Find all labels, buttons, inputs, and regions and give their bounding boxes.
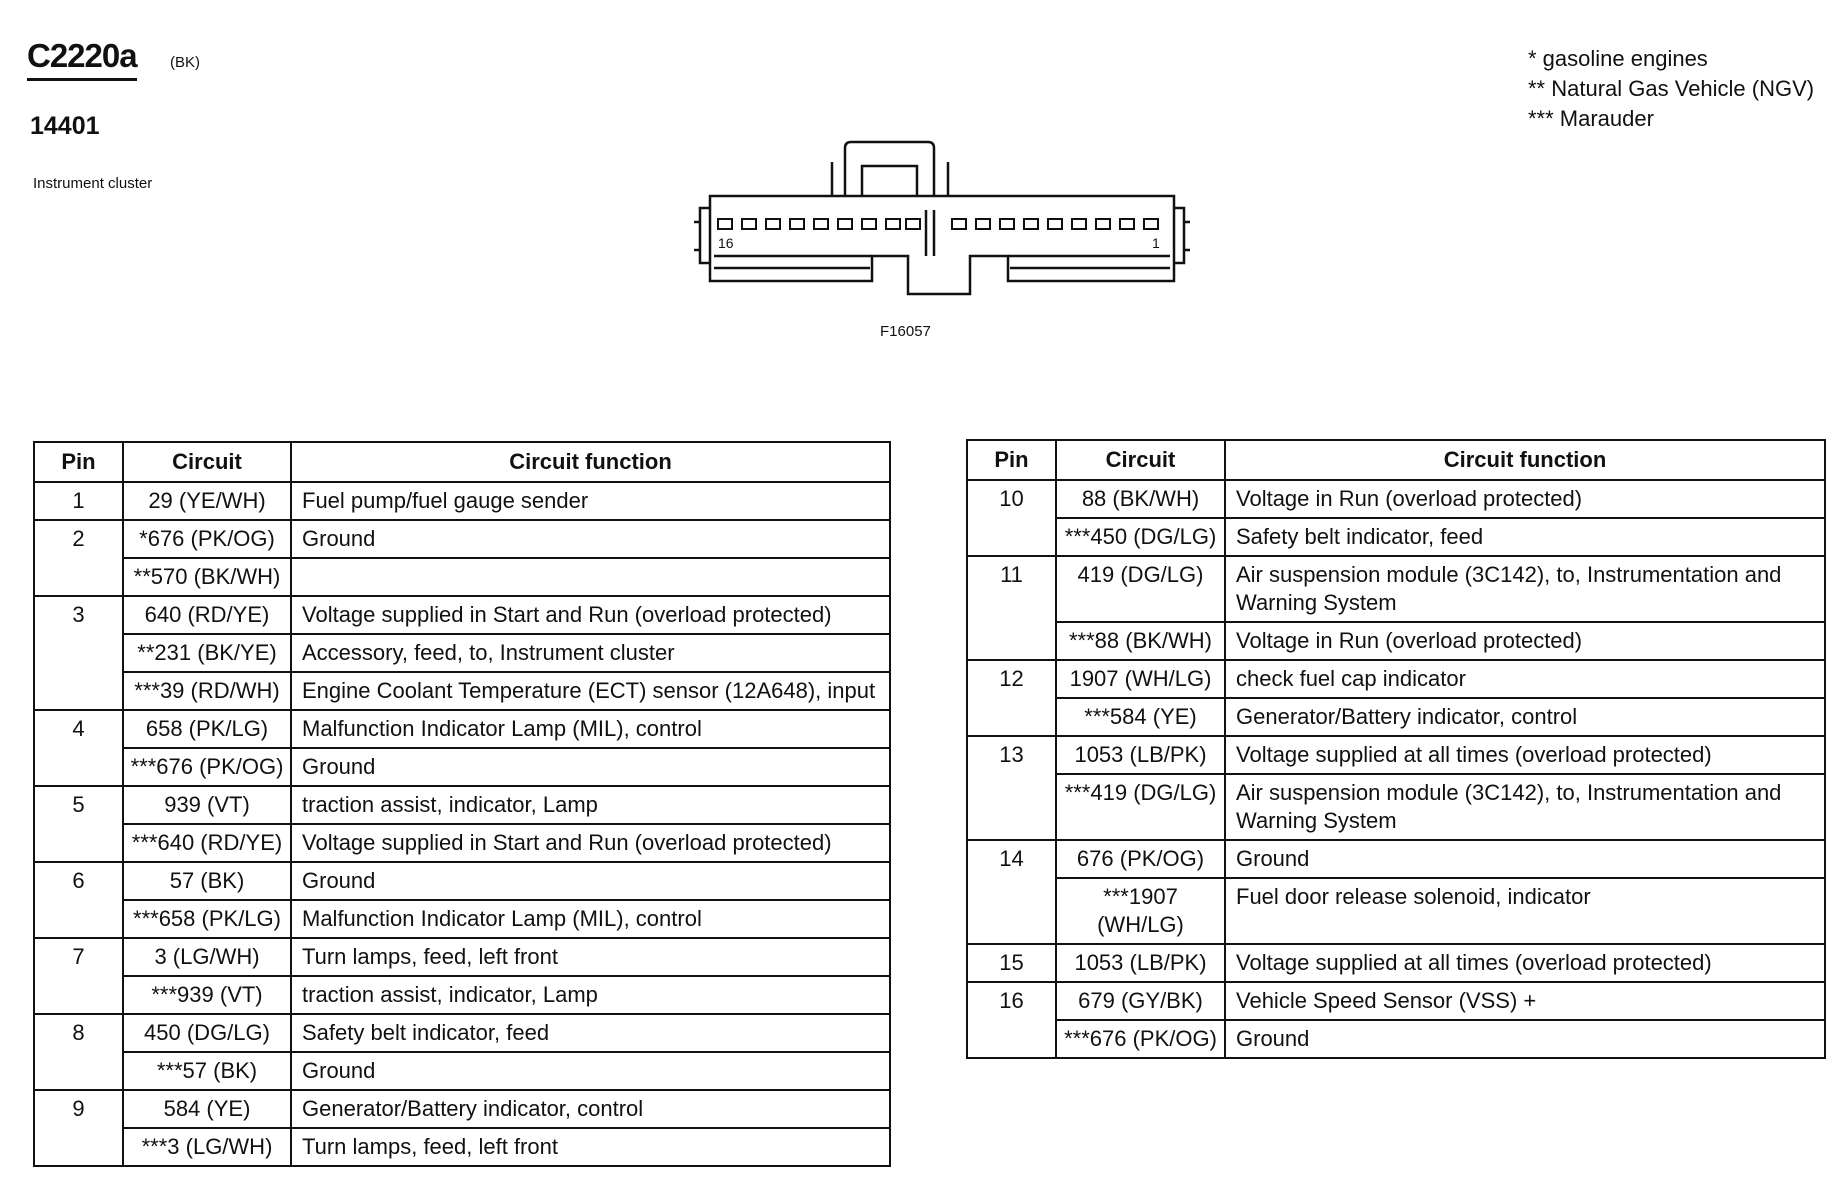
- header-circuit: Circuit: [1056, 440, 1225, 480]
- table-row: [34, 558, 890, 596]
- pin-number: 13: [967, 736, 1056, 840]
- legend-item: ** Natural Gas Vehicle (NGV): [1528, 76, 1815, 101]
- circuit-function: Malfunction Indicator Lamp (MIL), control: [291, 900, 890, 938]
- circuit-function: Accessory, feed, to, Instrument cluster: [291, 634, 890, 672]
- circuit-code: ***57 (BK): [123, 1052, 291, 1090]
- table-row: [34, 634, 890, 672]
- table-row: [34, 596, 890, 634]
- pin-label-1: 1: [1152, 235, 1160, 251]
- pin-number: 4: [34, 710, 123, 786]
- table-row: [34, 786, 890, 824]
- pin-number: 14: [967, 840, 1056, 944]
- table-row: [967, 982, 1825, 1020]
- circuit-function: Air suspension module (3C142), to, Instrumentation and Warning System: [1225, 774, 1825, 840]
- connector-color-code: (BK): [170, 54, 200, 71]
- circuit-code: ***3 (LG/WH): [123, 1128, 291, 1166]
- circuit-function: Fuel door release solenoid, indicator: [1225, 878, 1825, 944]
- table-row: [967, 622, 1825, 660]
- circuit-function: Turn lamps, feed, left front: [291, 938, 890, 976]
- circuit-code: 640 (RD/YE): [123, 596, 291, 634]
- legend-item: * gasoline engines: [1528, 46, 1708, 71]
- table-row: [34, 824, 890, 862]
- circuit-code: 939 (VT): [123, 786, 291, 824]
- table-row: [967, 878, 1825, 944]
- table-row: [34, 900, 890, 938]
- pinout-table-right: [966, 439, 1826, 1059]
- legend: [1528, 44, 1814, 134]
- circuit-function: Engine Coolant Temperature (ECT) sensor (12A648), input: [291, 672, 890, 710]
- circuit-code: ***658 (PK/LG): [123, 900, 291, 938]
- header-pin: Pin: [34, 442, 123, 482]
- pin-number: 8: [34, 1014, 123, 1090]
- circuit-code: ***88 (BK/WH): [1056, 622, 1225, 660]
- circuit-code: 419 (DG/LG): [1056, 556, 1225, 622]
- table-row: [967, 944, 1825, 982]
- header-circuit-function: Circuit function: [1225, 440, 1825, 480]
- circuit-code: 88 (BK/WH): [1056, 480, 1225, 518]
- table-row: [34, 1128, 890, 1166]
- circuit-function: Ground: [291, 520, 890, 558]
- circuit-function: Voltage in Run (overload protected): [1225, 622, 1825, 660]
- pin-number: 6: [34, 862, 123, 938]
- circuit-function: Voltage supplied at all times (overload protected): [1225, 944, 1825, 982]
- table-body: [967, 480, 1825, 1058]
- table-row: [967, 840, 1825, 878]
- pin-number: 5: [34, 786, 123, 862]
- circuit-code: 1907 (WH/LG): [1056, 660, 1225, 698]
- circuit-code: 29 (YE/WH): [123, 482, 291, 520]
- circuit-code: ***939 (VT): [123, 976, 291, 1014]
- table-row: [34, 748, 890, 786]
- header-circuit: Circuit: [123, 442, 291, 482]
- pinout-table-left: [33, 441, 891, 1167]
- table-row: [967, 736, 1825, 774]
- circuit-function: Ground: [291, 862, 890, 900]
- circuit-code: **231 (BK/YE): [123, 634, 291, 672]
- circuit-function: Generator/Battery indicator, control: [291, 1090, 890, 1128]
- table-header-row: [967, 440, 1825, 480]
- table-row: [34, 862, 890, 900]
- pin-number: 12: [967, 660, 1056, 736]
- circuit-code: **570 (BK/WH): [123, 558, 291, 596]
- circuit-code: ***584 (YE): [1056, 698, 1225, 736]
- table-row: [34, 976, 890, 1014]
- circuit-code: ***640 (RD/YE): [123, 824, 291, 862]
- pin-number: 2: [34, 520, 123, 596]
- circuit-code: ***419 (DG/LG): [1056, 774, 1225, 840]
- circuit-code: 57 (BK): [123, 862, 291, 900]
- component-description: Instrument cluster: [33, 175, 153, 192]
- connector-latch: [845, 142, 934, 196]
- pin-number: 9: [34, 1090, 123, 1166]
- circuit-function: Vehicle Speed Sensor (VSS) +: [1225, 982, 1825, 1020]
- pin-number: 3: [34, 596, 123, 710]
- pin-number: 11: [967, 556, 1056, 660]
- figure-id: F16057: [880, 323, 931, 340]
- pin-label-16: 16: [718, 235, 734, 251]
- table-row: [34, 520, 890, 558]
- circuit-function: Ground: [291, 748, 890, 786]
- table-row: [967, 660, 1825, 698]
- circuit-code: 658 (PK/LG): [123, 710, 291, 748]
- circuit-function: traction assist, indicator, Lamp: [291, 786, 890, 824]
- circuit-code: ***450 (DG/LG): [1056, 518, 1225, 556]
- table-row: [34, 1014, 890, 1052]
- header-circuit-function: Circuit function: [291, 442, 890, 482]
- table-row: [34, 710, 890, 748]
- circuit-code: ***676 (PK/OG): [123, 748, 291, 786]
- circuit-code: 679 (GY/BK): [1056, 982, 1225, 1020]
- circuit-function: Voltage supplied at all times (overload protected): [1225, 736, 1825, 774]
- circuit-function: Voltage supplied in Start and Run (overload protected): [291, 824, 890, 862]
- circuit-code: ***39 (RD/WH): [123, 672, 291, 710]
- circuit-function: [291, 558, 890, 596]
- part-number: 14401: [30, 112, 100, 140]
- circuit-function: Generator/Battery indicator, control: [1225, 698, 1825, 736]
- connector-face-diagram: [690, 138, 1200, 298]
- table-row: [967, 698, 1825, 736]
- circuit-code: *676 (PK/OG): [123, 520, 291, 558]
- circuit-code: 3 (LG/WH): [123, 938, 291, 976]
- table-body: [34, 482, 890, 1166]
- circuit-function: traction assist, indicator, Lamp: [291, 976, 890, 1014]
- circuit-code: 1053 (LB/PK): [1056, 736, 1225, 774]
- table-row: [34, 1052, 890, 1090]
- pin-number: 16: [967, 982, 1056, 1058]
- pin-number: 7: [34, 938, 123, 1014]
- table-row: [967, 480, 1825, 518]
- circuit-code: 450 (DG/LG): [123, 1014, 291, 1052]
- circuit-function: Safety belt indicator, feed: [1225, 518, 1825, 556]
- connector-body: [710, 196, 1174, 294]
- circuit-function: Safety belt indicator, feed: [291, 1014, 890, 1052]
- circuit-function: Fuel pump/fuel gauge sender: [291, 482, 890, 520]
- pin-number: 1: [34, 482, 123, 520]
- circuit-function: Air suspension module (3C142), to, Instrumentation and Warning System: [1225, 556, 1825, 622]
- pin-number: 10: [967, 480, 1056, 556]
- circuit-function: Ground: [291, 1052, 890, 1090]
- circuit-code: ***1907 (WH/LG): [1056, 878, 1225, 944]
- table-row: [34, 938, 890, 976]
- table-row: [967, 518, 1825, 556]
- connector-id: C2220a: [27, 36, 137, 81]
- circuit-function: check fuel cap indicator: [1225, 660, 1825, 698]
- circuit-code: ***676 (PK/OG): [1056, 1020, 1225, 1058]
- pin-cavities: [718, 219, 1158, 229]
- legend-item: *** Marauder: [1528, 106, 1654, 131]
- table-row: [34, 1090, 890, 1128]
- table-row: [34, 482, 890, 520]
- table-header-row: [34, 442, 890, 482]
- table-row: [34, 672, 890, 710]
- circuit-code: 1053 (LB/PK): [1056, 944, 1225, 982]
- circuit-function: Voltage in Run (overload protected): [1225, 480, 1825, 518]
- circuit-function: Malfunction Indicator Lamp (MIL), control: [291, 710, 890, 748]
- pin-number: 15: [967, 944, 1056, 982]
- table-row: [967, 1020, 1825, 1058]
- header-pin: Pin: [967, 440, 1056, 480]
- circuit-function: Ground: [1225, 1020, 1825, 1058]
- table-row: [967, 774, 1825, 840]
- circuit-function: Voltage supplied in Start and Run (overload protected): [291, 596, 890, 634]
- circuit-code: 584 (YE): [123, 1090, 291, 1128]
- circuit-function: Ground: [1225, 840, 1825, 878]
- table-row: [967, 556, 1825, 622]
- circuit-code: 676 (PK/OG): [1056, 840, 1225, 878]
- circuit-function: Turn lamps, feed, left front: [291, 1128, 890, 1166]
